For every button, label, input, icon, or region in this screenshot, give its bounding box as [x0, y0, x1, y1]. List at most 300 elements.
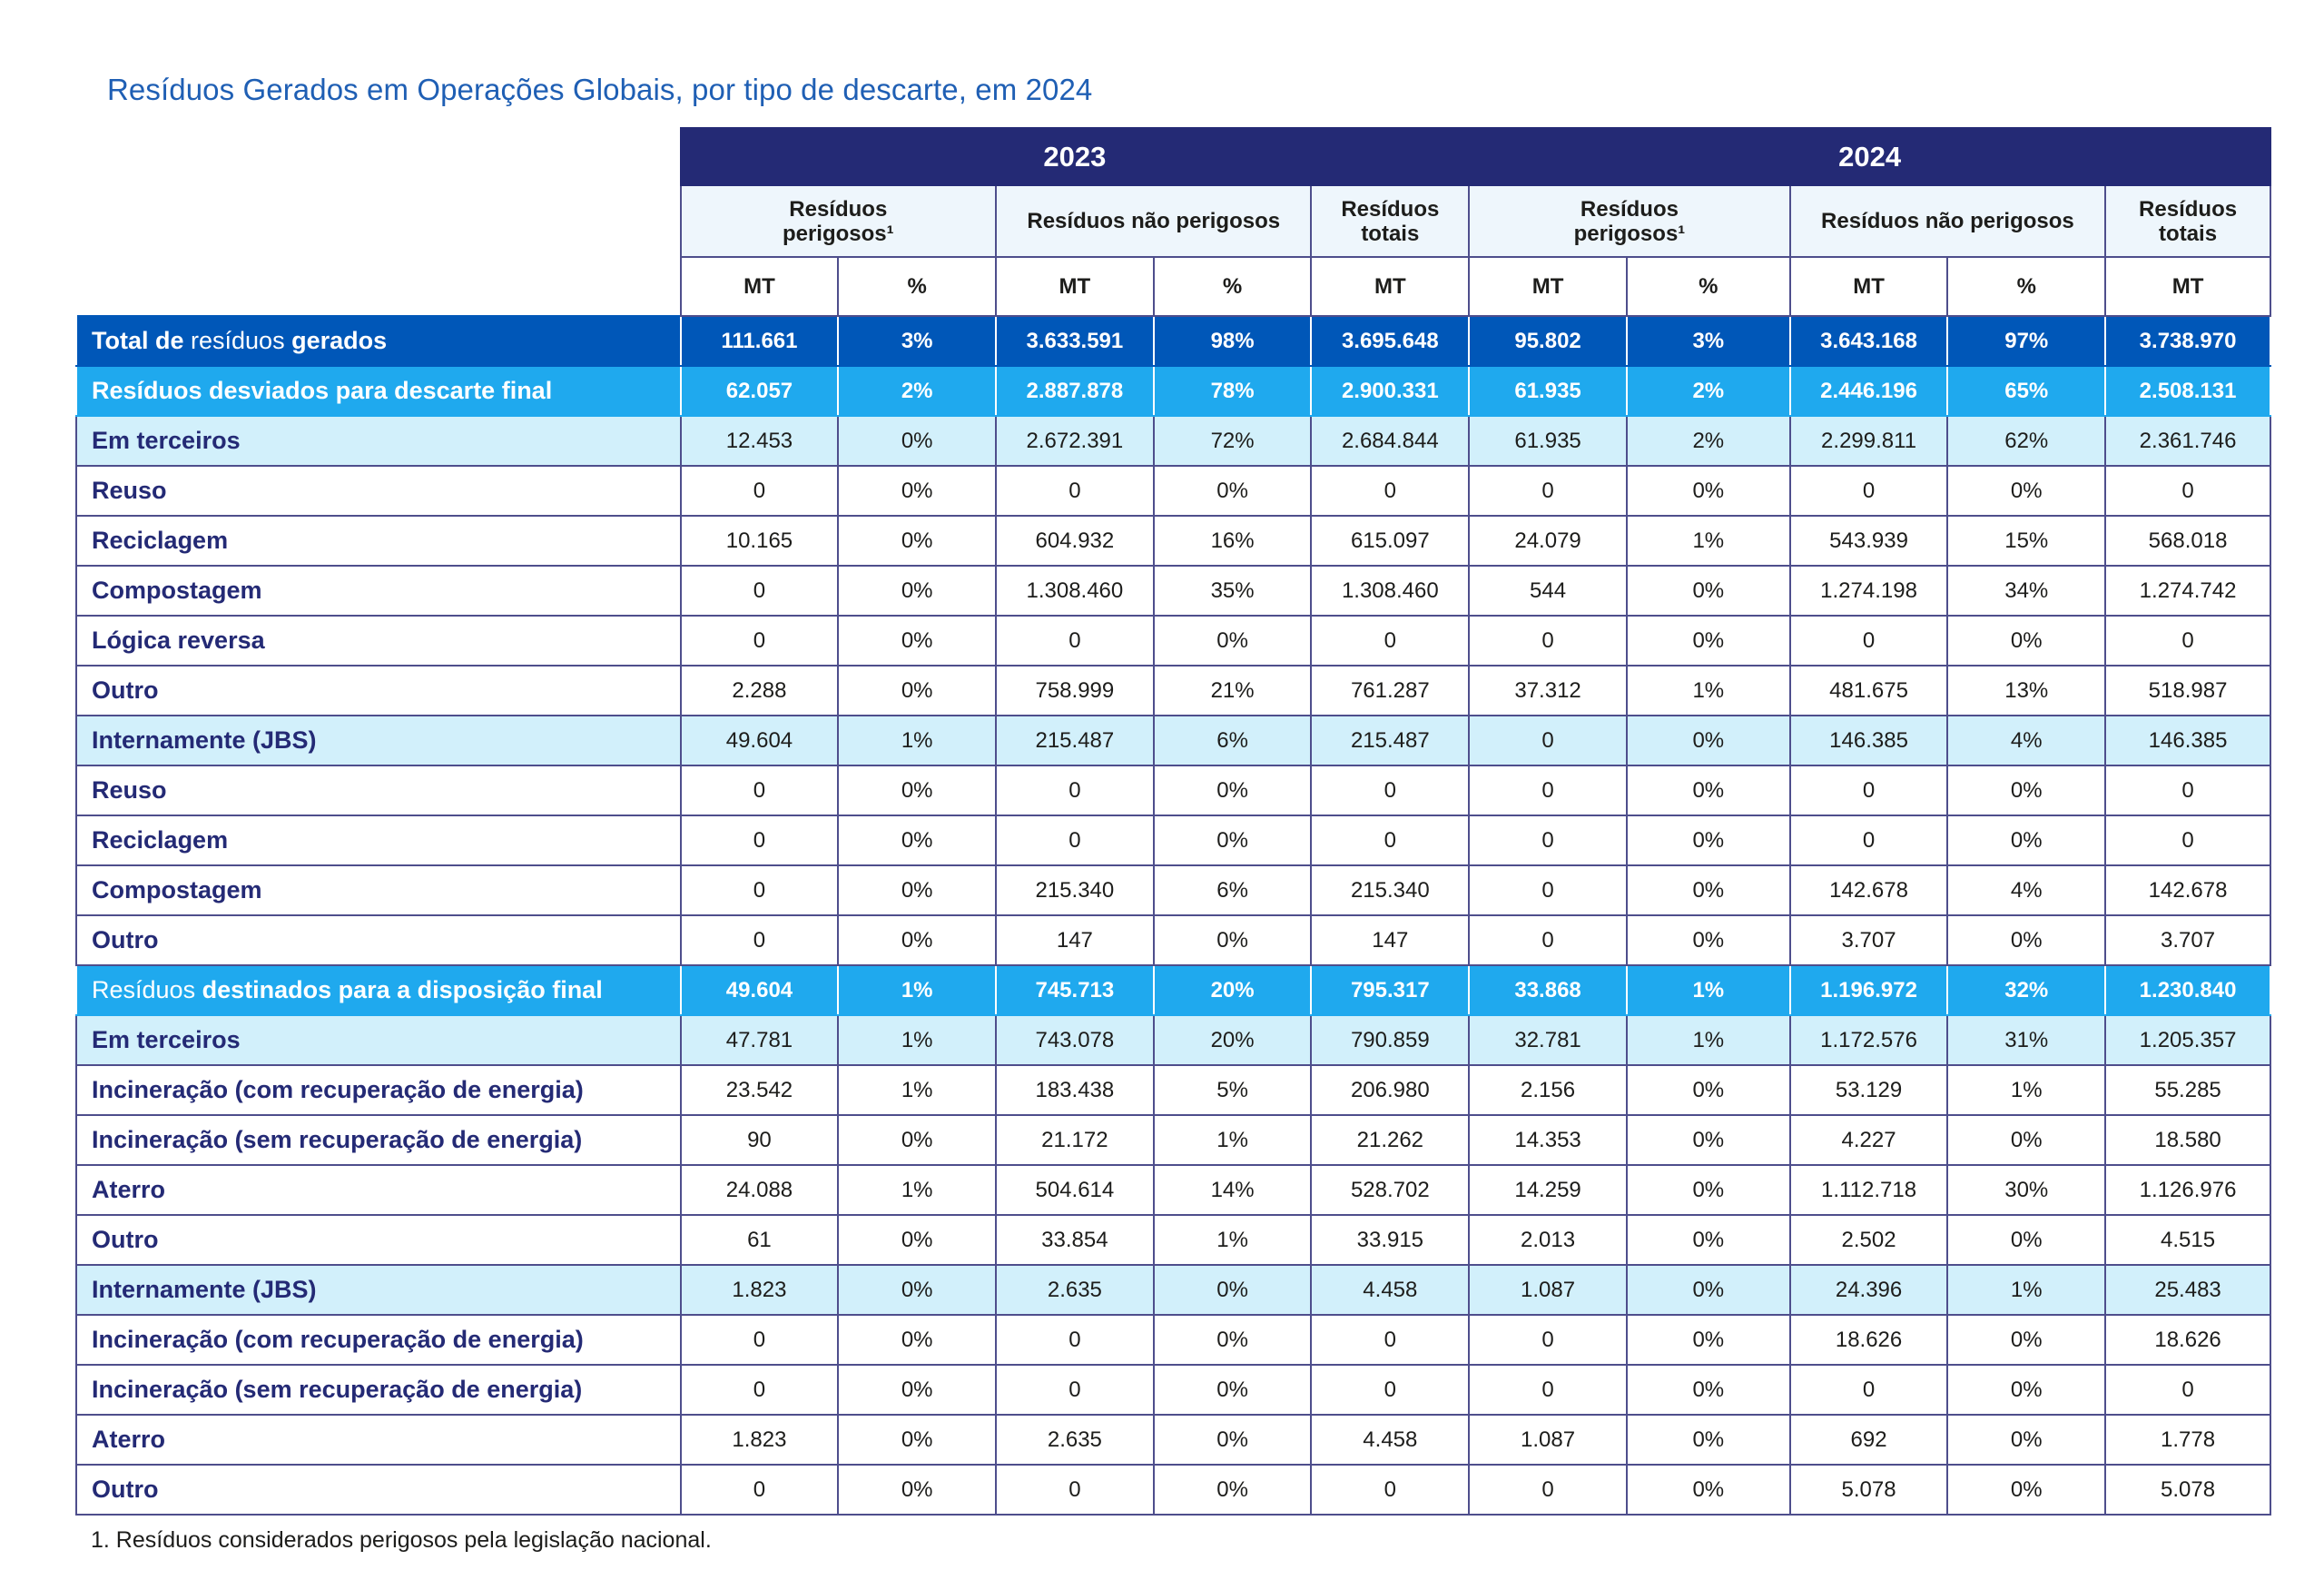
- table-cell: 0: [1311, 765, 1469, 815]
- table-cell: 2.672.391: [996, 416, 1154, 466]
- table-cell: 0%: [838, 865, 996, 915]
- table-cell: 14%: [1154, 1165, 1312, 1215]
- table-cell: 31%: [1947, 1015, 2105, 1065]
- header-corner: [76, 257, 681, 316]
- table-cell: 0: [1469, 1315, 1627, 1365]
- row-label: [76, 1065, 681, 1115]
- table-cell: 3%: [1627, 316, 1790, 366]
- table-cell: 0%: [838, 1265, 996, 1315]
- row-label: [76, 1215, 681, 1265]
- table-cell: 2.446.196: [1790, 366, 1948, 416]
- table-cell: 0: [996, 466, 1154, 516]
- row-label-part: Reuso: [92, 776, 167, 804]
- table-cell: 790.859: [1311, 1015, 1469, 1065]
- row-label: [76, 815, 681, 865]
- table-cell: 0: [681, 815, 839, 865]
- table-cell: 35%: [1154, 566, 1312, 616]
- table-cell: 3.695.648: [1311, 316, 1469, 366]
- table-cell: 0: [1311, 1365, 1469, 1415]
- table-cell: 0%: [1947, 1415, 2105, 1465]
- row-label: [76, 616, 681, 666]
- row-label-part: Internamente (JBS): [92, 1276, 317, 1303]
- table-cell: 2.900.331: [1311, 366, 1469, 416]
- table-cell: 0%: [838, 1315, 996, 1365]
- table-cell: 34%: [1947, 566, 2105, 616]
- table-cell: 0%: [838, 1115, 996, 1165]
- group-header-label: Resíduos perigosos¹: [1573, 196, 1686, 246]
- table-cell: 215.340: [1311, 865, 1469, 915]
- table-cell: 0%: [1627, 1315, 1790, 1365]
- table-cell: 3%: [838, 316, 996, 366]
- table-cell: 183.438: [996, 1065, 1154, 1115]
- row-label-part: Em terceiros: [92, 427, 241, 454]
- table-cell: 4.227: [1790, 1115, 1948, 1165]
- table-cell: 0%: [1947, 466, 2105, 516]
- table-row: [76, 1215, 2270, 1265]
- unit-header: %: [1627, 257, 1790, 316]
- table-cell: 0%: [1154, 1315, 1312, 1365]
- table-cell: 1%: [1154, 1115, 1312, 1165]
- header-corner: [76, 128, 681, 185]
- table-cell: 4.515: [2105, 1215, 2270, 1265]
- table-row: [76, 366, 2270, 416]
- table-cell: 0: [1311, 616, 1469, 666]
- table-cell: 147: [1311, 915, 1469, 965]
- table-cell: 2.508.131: [2105, 366, 2270, 416]
- table-cell: 215.487: [996, 716, 1154, 765]
- table-cell: 743.078: [996, 1015, 1154, 1065]
- table-cell: 504.614: [996, 1165, 1154, 1215]
- table-cell: 65%: [1947, 366, 2105, 416]
- table-row: [76, 1015, 2270, 1065]
- table-row: [76, 566, 2270, 616]
- row-label: [76, 716, 681, 765]
- row-label-part: Incineração (sem recuperação de energia): [92, 1126, 583, 1153]
- table-cell: 18.626: [2105, 1315, 2270, 1365]
- row-label-part: gerados: [291, 327, 388, 354]
- table-cell: 1.823: [681, 1265, 839, 1315]
- row-label: [76, 765, 681, 815]
- table-cell: 0%: [1627, 1415, 1790, 1465]
- table-cell: 0%: [1627, 865, 1790, 915]
- table-cell: 142.678: [1790, 865, 1948, 915]
- table-cell: 0%: [1627, 765, 1790, 815]
- row-label-part: Compostagem: [92, 577, 262, 604]
- table-cell: 1%: [838, 1165, 996, 1215]
- table-cell: 0%: [838, 516, 996, 566]
- group-header-hazardous-2023: [681, 185, 996, 257]
- table-cell: 21.172: [996, 1115, 1154, 1165]
- table-cell: 206.980: [1311, 1065, 1469, 1115]
- unit-header: %: [1947, 257, 2105, 316]
- table-row: [76, 516, 2270, 566]
- unit-header: MT: [681, 257, 839, 316]
- table-cell: 0%: [1947, 1365, 2105, 1415]
- table-cell: 2.361.746: [2105, 416, 2270, 466]
- table-cell: 78%: [1154, 366, 1312, 416]
- row-label-part: Outro: [92, 1226, 159, 1253]
- table-cell: 0: [681, 616, 839, 666]
- table-cell: 0%: [1627, 616, 1790, 666]
- table-cell: 518.987: [2105, 666, 2270, 716]
- table-cell: 0%: [1627, 1265, 1790, 1315]
- table-cell: 1.823: [681, 1415, 839, 1465]
- table-cell: 1%: [838, 965, 996, 1015]
- table-cell: 18.626: [1790, 1315, 1948, 1365]
- table-cell: 1%: [838, 1065, 996, 1115]
- row-label: [76, 965, 681, 1015]
- table-cell: 6%: [1154, 716, 1312, 765]
- table-cell: 0: [1469, 466, 1627, 516]
- table-cell: 4%: [1947, 865, 2105, 915]
- table-cell: 3.738.970: [2105, 316, 2270, 366]
- table-cell: 1%: [1947, 1065, 2105, 1115]
- table-cell: 2.156: [1469, 1065, 1627, 1115]
- table-cell: 0: [1790, 616, 1948, 666]
- table-cell: 543.939: [1790, 516, 1948, 566]
- unit-header: MT: [1311, 257, 1469, 316]
- table-cell: 0: [1311, 1465, 1469, 1515]
- table-cell: 0%: [1627, 915, 1790, 965]
- table-cell: 692: [1790, 1415, 1948, 1465]
- table-cell: 23.542: [681, 1065, 839, 1115]
- table-cell: 61.935: [1469, 416, 1627, 466]
- table-row: [76, 316, 2270, 366]
- row-label-part: Outro: [92, 676, 159, 704]
- table-cell: 21.262: [1311, 1115, 1469, 1165]
- table-cell: 14.353: [1469, 1115, 1627, 1165]
- table-cell: 1.087: [1469, 1265, 1627, 1315]
- table-cell: 3.643.168: [1790, 316, 1948, 366]
- table-cell: 0: [681, 1365, 839, 1415]
- row-label: [76, 466, 681, 516]
- table-cell: 745.713: [996, 965, 1154, 1015]
- table-title: Resíduos Gerados em Operações Globais, por tipo de descarte, em 2024: [107, 73, 1093, 106]
- table-row: [76, 815, 2270, 865]
- table-body: [76, 316, 2270, 1515]
- year-header-2024: 2024: [1469, 128, 2270, 185]
- table-cell: 20%: [1154, 1015, 1312, 1065]
- table-cell: 0%: [1154, 765, 1312, 815]
- table-cell: 0: [1311, 466, 1469, 516]
- row-label-part: Incineração (com recuperação de energia): [92, 1326, 584, 1353]
- table-cell: 3.707: [2105, 915, 2270, 965]
- table-cell: 33.915: [1311, 1215, 1469, 1265]
- table-cell: 0%: [1154, 466, 1312, 516]
- row-label: [76, 666, 681, 716]
- table-cell: 6%: [1154, 865, 1312, 915]
- group-header-nonhazardous-2024: Resíduos não perigosos: [1790, 185, 2105, 257]
- table-cell: 0%: [1947, 616, 2105, 666]
- group-header-label: Resíduos perigosos¹: [782, 196, 894, 246]
- row-label-part: Reciclagem: [92, 826, 229, 854]
- table-row: [76, 765, 2270, 815]
- table-cell: 0%: [1947, 915, 2105, 965]
- table-row: [76, 1165, 2270, 1215]
- table-cell: 37.312: [1469, 666, 1627, 716]
- row-label: [76, 566, 681, 616]
- table-cell: 18.580: [2105, 1115, 2270, 1165]
- table-cell: 2.887.878: [996, 366, 1154, 416]
- table-cell: 0: [996, 765, 1154, 815]
- table-row: [76, 1265, 2270, 1315]
- table-cell: 568.018: [2105, 516, 2270, 566]
- table-row: [76, 616, 2270, 666]
- table-cell: 95.802: [1469, 316, 1627, 366]
- table-cell: 0: [1790, 815, 1948, 865]
- table-cell: 0: [2105, 1365, 2270, 1415]
- table-cell: 33.854: [996, 1215, 1154, 1265]
- table-cell: 24.079: [1469, 516, 1627, 566]
- table-cell: 0: [1469, 1465, 1627, 1515]
- table-cell: 1%: [1154, 1215, 1312, 1265]
- table-cell: 4%: [1947, 716, 2105, 765]
- row-label: [76, 865, 681, 915]
- table-cell: 1.274.198: [1790, 566, 1948, 616]
- waste-table: [75, 127, 2271, 1516]
- table-cell: 0%: [1947, 1215, 2105, 1265]
- table-cell: 0%: [838, 466, 996, 516]
- table-cell: 0: [681, 1465, 839, 1515]
- group-header-label: Resíduos totais: [2139, 196, 2238, 246]
- table-cell: 0%: [1947, 765, 2105, 815]
- table-cell: 2.684.844: [1311, 416, 1469, 466]
- row-label: [76, 1265, 681, 1315]
- table-cell: 795.317: [1311, 965, 1469, 1015]
- table-cell: 0%: [1627, 1465, 1790, 1515]
- table-row: [76, 716, 2270, 765]
- row-label: [76, 316, 681, 366]
- table-cell: 0%: [838, 1365, 996, 1415]
- row-label-part: Outro: [92, 1476, 159, 1503]
- group-header-total-2024: [2105, 185, 2270, 257]
- table-row: [76, 416, 2270, 466]
- table-cell: 1%: [1627, 965, 1790, 1015]
- table-cell: 2.635: [996, 1265, 1154, 1315]
- table-cell: 24.088: [681, 1165, 839, 1215]
- table-row: [76, 1465, 2270, 1515]
- table-cell: 0: [681, 765, 839, 815]
- table-cell: 0%: [1627, 815, 1790, 865]
- table-cell: 72%: [1154, 416, 1312, 466]
- table-cell: 0: [1790, 1365, 1948, 1415]
- table-cell: 5%: [1154, 1065, 1312, 1115]
- table-cell: 0: [1469, 1365, 1627, 1415]
- table-cell: 0: [2105, 765, 2270, 815]
- footnote: 1. Resíduos considerados perigosos pela legislação nacional.: [91, 1527, 712, 1553]
- table-cell: 0%: [1154, 815, 1312, 865]
- row-label-part: Lógica reversa: [92, 627, 265, 654]
- table-cell: 1.230.840: [2105, 965, 2270, 1015]
- table-cell: 33.868: [1469, 965, 1627, 1015]
- table-cell: 2%: [1627, 366, 1790, 416]
- row-label-part: Reuso: [92, 477, 167, 504]
- table-cell: 15%: [1947, 516, 2105, 566]
- table-cell: 0: [681, 466, 839, 516]
- unit-header: %: [838, 257, 996, 316]
- row-label: [76, 1415, 681, 1465]
- table-cell: 0%: [1154, 915, 1312, 965]
- row-label-part: Aterro: [92, 1176, 166, 1203]
- row-label-part: Internamente (JBS): [92, 726, 317, 754]
- row-label: [76, 516, 681, 566]
- table-cell: 111.661: [681, 316, 839, 366]
- table-row: [76, 1115, 2270, 1165]
- table-cell: 0%: [1154, 1415, 1312, 1465]
- table-cell: 0: [1311, 1315, 1469, 1365]
- table-cell: 0%: [1627, 716, 1790, 765]
- table-cell: 1.172.576: [1790, 1015, 1948, 1065]
- table-cell: 615.097: [1311, 516, 1469, 566]
- table-cell: 215.340: [996, 865, 1154, 915]
- table-cell: 4.458: [1311, 1265, 1469, 1315]
- table-cell: 0: [1469, 865, 1627, 915]
- row-label: [76, 1165, 681, 1215]
- table-cell: 14.259: [1469, 1165, 1627, 1215]
- table-cell: 2%: [838, 366, 996, 416]
- table-cell: 0%: [838, 765, 996, 815]
- table-cell: 55.285: [2105, 1065, 2270, 1115]
- unit-header: MT: [996, 257, 1154, 316]
- table-row: [76, 466, 2270, 516]
- table-cell: 2.013: [1469, 1215, 1627, 1265]
- table-cell: 1.778: [2105, 1415, 2270, 1465]
- table-cell: 0: [1311, 815, 1469, 865]
- table-cell: 2.299.811: [1790, 416, 1948, 466]
- table-cell: 0%: [838, 416, 996, 466]
- unit-header: MT: [1790, 257, 1948, 316]
- table-row: [76, 965, 2270, 1015]
- table-cell: 49.604: [681, 716, 839, 765]
- row-label-part: Incineração (com recuperação de energia): [92, 1076, 584, 1103]
- row-label: [76, 915, 681, 965]
- table-cell: 0: [1469, 716, 1627, 765]
- table-cell: 0: [996, 616, 1154, 666]
- table-cell: 61: [681, 1215, 839, 1265]
- table-cell: 0: [996, 1465, 1154, 1515]
- group-header-total-2023: [1311, 185, 1469, 257]
- table-cell: 0: [1469, 915, 1627, 965]
- row-label-part: Aterro: [92, 1426, 166, 1453]
- table-cell: 147: [996, 915, 1154, 965]
- table-cell: 1.126.976: [2105, 1165, 2270, 1215]
- table-cell: 1%: [1627, 1015, 1790, 1065]
- table-cell: 481.675: [1790, 666, 1948, 716]
- table-cell: 146.385: [1790, 716, 1948, 765]
- row-label-part: Compostagem: [92, 876, 262, 903]
- row-label-part: Reciclagem: [92, 527, 229, 554]
- row-label-part: Em terceiros: [92, 1026, 241, 1053]
- table-cell: 47.781: [681, 1015, 839, 1065]
- table-cell: 0%: [1627, 466, 1790, 516]
- table-cell: 761.287: [1311, 666, 1469, 716]
- row-label-part: destinados para a disposição final: [202, 976, 603, 1003]
- unit-header: MT: [1469, 257, 1627, 316]
- table-cell: 1.205.357: [2105, 1015, 2270, 1065]
- unit-header: %: [1154, 257, 1312, 316]
- table-cell: 0%: [1947, 1465, 2105, 1515]
- table-cell: 1.308.460: [996, 566, 1154, 616]
- table-cell: 12.453: [681, 416, 839, 466]
- table-cell: 0%: [1627, 1065, 1790, 1115]
- table-cell: 98%: [1154, 316, 1312, 366]
- table-cell: 0%: [1947, 1315, 2105, 1365]
- row-label-part: Resíduos desviados para descarte final: [92, 377, 553, 404]
- table-cell: 528.702: [1311, 1165, 1469, 1215]
- table-cell: 20%: [1154, 965, 1312, 1015]
- table-row: [76, 1315, 2270, 1365]
- table-cell: 0%: [838, 666, 996, 716]
- table-cell: 0%: [1627, 1215, 1790, 1265]
- table-cell: 0%: [1947, 815, 2105, 865]
- table-cell: 3.707: [1790, 915, 1948, 965]
- row-label: [76, 416, 681, 466]
- table-cell: 146.385: [2105, 716, 2270, 765]
- table-cell: 215.487: [1311, 716, 1469, 765]
- table-cell: 604.932: [996, 516, 1154, 566]
- table-cell: 1.308.460: [1311, 566, 1469, 616]
- row-label: [76, 1115, 681, 1165]
- row-label: [76, 1465, 681, 1515]
- group-header-label: Resíduos totais: [1341, 196, 1440, 246]
- table-cell: 758.999: [996, 666, 1154, 716]
- table-cell: 0: [996, 1315, 1154, 1365]
- table-cell: 0: [681, 915, 839, 965]
- table-cell: 0: [2105, 616, 2270, 666]
- table-cell: 0%: [838, 1215, 996, 1265]
- table-cell: 5.078: [2105, 1465, 2270, 1515]
- table-cell: 24.396: [1790, 1265, 1948, 1315]
- table-row: [76, 865, 2270, 915]
- table-cell: 1.196.972: [1790, 965, 1948, 1015]
- table-cell: 0: [1469, 616, 1627, 666]
- row-label-part: resíduos: [191, 327, 292, 354]
- table-cell: 62%: [1947, 416, 2105, 466]
- table-cell: 1.274.742: [2105, 566, 2270, 616]
- table-cell: 1%: [1627, 516, 1790, 566]
- table-cell: 0%: [1627, 566, 1790, 616]
- table-cell: 32.781: [1469, 1015, 1627, 1065]
- table-cell: 0%: [1154, 1365, 1312, 1415]
- table-cell: 0%: [1627, 1365, 1790, 1415]
- table-cell: 0: [681, 865, 839, 915]
- table-row: [76, 666, 2270, 716]
- row-label-part: Outro: [92, 926, 159, 953]
- table-cell: 0%: [838, 1415, 996, 1465]
- table-cell: 0: [2105, 466, 2270, 516]
- table-cell: 90: [681, 1115, 839, 1165]
- row-label: [76, 366, 681, 416]
- table-cell: 0%: [838, 616, 996, 666]
- table-cell: 0: [1469, 765, 1627, 815]
- year-header-2023: 2023: [681, 128, 1470, 185]
- table-cell: 3.633.591: [996, 316, 1154, 366]
- table-cell: 97%: [1947, 316, 2105, 366]
- table-cell: 10.165: [681, 516, 839, 566]
- group-header-hazardous-2024: [1469, 185, 1789, 257]
- table-cell: 53.129: [1790, 1065, 1948, 1115]
- table-cell: 1%: [838, 1015, 996, 1065]
- table-cell: 2.288: [681, 666, 839, 716]
- table-cell: 142.678: [2105, 865, 2270, 915]
- table-cell: 4.458: [1311, 1415, 1469, 1465]
- table-cell: 13%: [1947, 666, 2105, 716]
- table-cell: 0%: [838, 915, 996, 965]
- table-cell: 1.112.718: [1790, 1165, 1948, 1215]
- table-cell: 0%: [838, 815, 996, 865]
- table-cell: 2.635: [996, 1415, 1154, 1465]
- table-cell: 0%: [1154, 1465, 1312, 1515]
